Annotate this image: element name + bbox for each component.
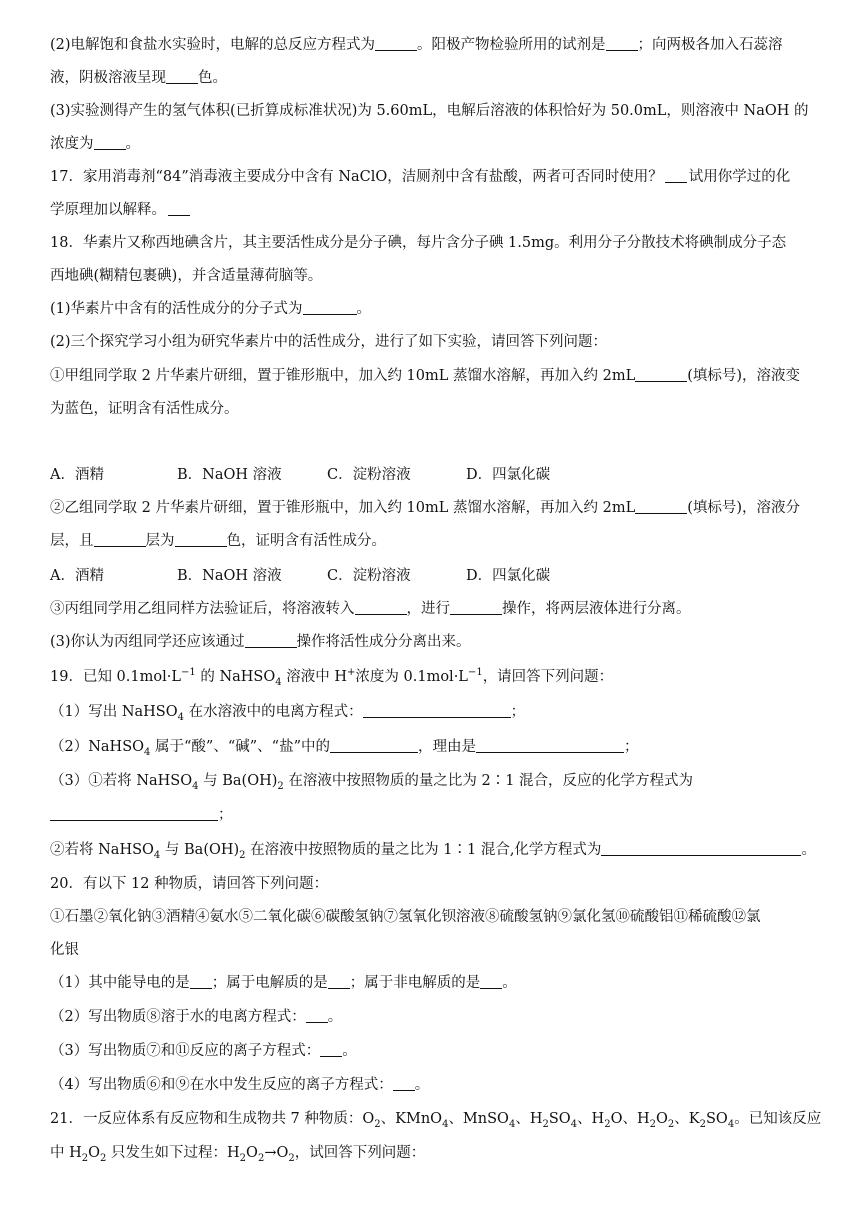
answer-blank[interactable] [94, 532, 146, 547]
option-b: B．NaOH 溶液 [177, 568, 282, 584]
q19-part2 [50, 737, 810, 757]
q18-intro-line2 [50, 266, 810, 286]
subscript: 4 [177, 711, 185, 723]
q16-part2-text: 。阳极产物检验所用的试剂是 [417, 37, 606, 53]
q20-text: 。 [502, 975, 517, 991]
q20-text: （3）写出物质⑦和⑪反应的离子方程式： [50, 1043, 321, 1059]
subscript: 4 [508, 1118, 516, 1130]
answer-blank[interactable] [306, 1008, 328, 1023]
q18-step1-text: ①甲组同学取 2 片华素片研细，置于锥形瓶中，加入约 10mL 蒸馏水溶解，再加入约 2mL [50, 368, 636, 384]
answer-blank[interactable] [166, 69, 198, 84]
q18-step2-text: 色，证明含有活性成分。 [226, 533, 386, 549]
subscript: 2 [239, 1152, 247, 1164]
subscript: 4 [442, 1118, 449, 1130]
q19-part3-line2 [50, 805, 810, 825]
q20-list-line1 [50, 907, 810, 927]
subscript: 2 [239, 849, 246, 861]
q16-part2-text: (2)电解饱和食盐水实验时，电解的总反应方程式为 [50, 37, 376, 53]
option-b: B．NaOH 溶液 [177, 467, 282, 483]
answer-blank[interactable] [330, 738, 418, 753]
option-a: A．酒精 [50, 568, 104, 584]
superscript: −1 [180, 667, 196, 679]
q19-text: 属于“酸”、“碱”、“盐”中的 [150, 739, 330, 755]
answer-blank[interactable] [393, 1076, 415, 1091]
q20-part4 [50, 1075, 810, 1095]
subscript: 4 [192, 780, 199, 792]
q19-text: （2）NaHSO [50, 739, 145, 755]
q21-text: 、KMnO [380, 1111, 443, 1127]
q18-part1-text: (1)华素片中含有的活性成分的分子式为 [50, 301, 303, 317]
answer-blank[interactable] [303, 300, 357, 315]
answer-blank[interactable] [168, 201, 190, 216]
subscript: 2 [542, 1118, 549, 1130]
q21-text: SO [706, 1111, 728, 1127]
q21-text: O [656, 1111, 668, 1127]
q19-text: 。 [801, 842, 816, 858]
q18-step3 [50, 599, 810, 619]
subscript: 2 [649, 1118, 657, 1130]
q21-text: O、H [610, 1111, 650, 1127]
q21-text: →O [264, 1145, 289, 1161]
answer-blank[interactable] [94, 135, 126, 150]
answer-blank[interactable] [450, 600, 502, 615]
q20-part2 [50, 1007, 810, 1027]
subscript: 2 [667, 1118, 675, 1130]
answer-blank[interactable] [245, 633, 297, 648]
q18-step2-text: 层，且 [50, 533, 94, 549]
q17-text: 17．家用消毒剂“84”消毒液主要成分中含有 NaClO，洁厕剂中含有盐酸，两者可否同时使用？ [50, 169, 663, 185]
q20-text: （2）写出物质⑧溶于水的电离方程式： [50, 1009, 306, 1025]
option-c: C．淀粉溶液 [327, 467, 411, 483]
q16-part2-text: 色。 [198, 70, 227, 86]
q18-part3-text: (3)你认为丙组同学还应该通过 [50, 634, 245, 650]
q19-text: ； [510, 704, 526, 720]
q17-line1 [50, 167, 810, 187]
q18-step3-text: 操作，将两层液体进行分离。 [502, 601, 691, 617]
subscript: 2 [604, 1118, 611, 1130]
answer-blank[interactable] [355, 600, 407, 615]
q21-text: ，试回答下列问题： [294, 1145, 426, 1161]
q18-part1-text: 。 [356, 301, 372, 317]
q18-step2-line2 [50, 531, 810, 551]
q21-text: 中 H [50, 1145, 82, 1161]
superscript: −1 [467, 667, 483, 679]
q20-part1 [50, 973, 810, 993]
option-d: D．四氯化碳 [466, 568, 551, 584]
option-d: D．四氯化碳 [466, 467, 551, 483]
q17-text: 学原理加以解释。 [50, 202, 166, 218]
q21-text: 、H [515, 1111, 543, 1127]
answer-blank[interactable] [328, 974, 350, 989]
answer-blank[interactable] [606, 36, 638, 51]
q21-line1 [50, 1109, 822, 1130]
answer-blank[interactable] [175, 532, 227, 547]
q20-text: 。 [414, 1077, 430, 1093]
q16-part2-text: 液，阴极溶液呈现 [50, 70, 166, 86]
q19-intro [50, 667, 810, 687]
q18-step1-text: (填标号)，溶液变 [687, 368, 801, 384]
q19-text: 与 Ba(OH) [160, 842, 240, 858]
q18-part3 [50, 632, 810, 652]
q19-part3-line1 [50, 771, 810, 791]
q17-text: 试用你学过的化 [688, 169, 791, 185]
q21-text: 、H [577, 1111, 605, 1127]
q20-text: （4）写出物质⑥和⑨在水中发生反应的离子方程式： [50, 1077, 393, 1093]
q18-intro-text: 18．华素片又称西地碘含片，其主要活性成分是分子碘，每片含分子碘 1.5mg。利用分子分散技术将碘制成分子态 [50, 235, 787, 251]
q18-step1-line2 [50, 399, 810, 419]
superscript: + [347, 667, 356, 679]
q20-text: 。 [342, 1043, 357, 1059]
answer-blank[interactable] [190, 974, 212, 989]
subscript: 4 [727, 1118, 735, 1130]
q21-text: 。已知该反应 [734, 1111, 822, 1127]
q21-text: O [88, 1145, 101, 1161]
q19-text: ，请回答下列问题： [482, 669, 614, 685]
q21-text: 21．一反应体系有反应物和生成物共 7 种物质：O [50, 1111, 375, 1127]
q16-part2-line2 [50, 68, 810, 88]
q19-text: 溶液中 H [281, 669, 348, 685]
answer-blank[interactable] [635, 499, 687, 514]
q19-part4 [50, 840, 816, 861]
q19-text: 与 Ba(OH) [198, 773, 278, 789]
q21-text: 只发生如下过程：H [106, 1145, 240, 1161]
q20-text: 20．有以下 12 种物质，请回答下列问题： [50, 876, 329, 892]
q19-text: 在溶液中按照物质的量之比为 1∶1 混合,化学方程式为 [245, 842, 602, 858]
q20-intro [50, 874, 810, 894]
q19-text: 19．已知 0.1mol·L [50, 669, 181, 685]
q19-text: （3）①若将 NaHSO [50, 773, 193, 789]
subscript: 4 [144, 746, 151, 758]
q19-text: ，理由是 [418, 739, 476, 755]
answer-blank[interactable] [480, 974, 502, 989]
q21-text: O [246, 1145, 258, 1161]
q20-text: 。 [327, 1009, 343, 1025]
q18-part2 [50, 332, 810, 352]
q19-text: ； [624, 739, 639, 755]
q21-text: 、K [674, 1111, 700, 1127]
q20-text: 化银 [50, 942, 79, 958]
q18-intro-text: 西地碘(糊精包裹碘)，并含适量薄荷脑等。 [50, 268, 323, 284]
subscript: 4 [275, 676, 282, 688]
q19-part1 [50, 702, 810, 722]
q20-text: ；属于电解质的是 [211, 975, 328, 991]
answer-blank[interactable] [665, 168, 687, 183]
q19-text: 在水溶液中的电离方程式： [184, 704, 363, 720]
q19-text: ②若将 NaHSO [50, 842, 154, 858]
q16-part3-text: 。 [125, 136, 140, 152]
q19-text: 在溶液中按照物质的量之比为 2∶1 混合，反应的化学方程式为 [283, 773, 694, 789]
option-c: C．淀粉溶液 [327, 568, 411, 584]
q16-part3-text: 浓度为 [50, 136, 94, 152]
subscript: 2 [81, 1152, 89, 1164]
q16-part3-text: (3)实验测得产生的氢气体积(已折算成标准状况)为 5.60mL，电解后溶液的体积恰好为 50.0mL，则溶液中 NaOH 的 [50, 103, 809, 119]
answer-blank[interactable] [476, 738, 624, 753]
subscript: 2 [374, 1118, 381, 1130]
q19-text: 的 NaHSO [195, 669, 276, 685]
q16-part3-line1 [50, 101, 810, 121]
q18-part3-text: 操作将活性成分分离出来。 [296, 634, 471, 650]
q19-text: （1）写出 NaHSO [50, 704, 178, 720]
q18-part1 [50, 299, 810, 319]
q19-text: 浓度为 0.1mol·L [355, 669, 468, 685]
q20-text: （1）其中能导电的是 [50, 975, 190, 991]
option-a: A．酒精 [50, 467, 104, 483]
q18-step1-line1 [50, 366, 810, 386]
subscript: 4 [570, 1118, 578, 1130]
q18-intro-line1 [50, 233, 810, 253]
answer-blank[interactable] [363, 703, 511, 718]
subscript: 2 [277, 780, 284, 792]
q17-line2 [50, 200, 810, 220]
q21-line2 [50, 1143, 810, 1163]
q18-step2-text: 层为 [145, 533, 175, 549]
q18-step2-line1 [50, 498, 810, 518]
q20-list-line2 [50, 940, 810, 960]
q18-step3-text: ③丙组同学用乙组同样方法验证后，将溶液转入 [50, 601, 355, 617]
q21-text: 、MnSO [448, 1111, 509, 1127]
q21-text: SO [548, 1111, 571, 1127]
subscript: 2 [288, 1152, 295, 1164]
q16-part3-line2 [50, 134, 810, 154]
q18-part2-text: (2)三个探究学习小组为研究华素片中的活性成分，进行了如下实验，请回答下列问题： [50, 334, 608, 350]
q18-step2-text: (填标号)，溶液分 [687, 500, 801, 516]
subscript: 2 [699, 1118, 706, 1130]
answer-blank[interactable] [375, 36, 417, 51]
answer-blank[interactable] [601, 841, 801, 856]
q18-step3-text: ，进行 [406, 601, 450, 617]
q18-step1-text: 为蓝色，证明含有活性成分。 [50, 401, 239, 417]
q20-text: ①石墨②氧化钠③酒精④氨水⑤二氧化碳⑥碳酸氢钠⑦氢氧化钡溶液⑧硫酸氢钠⑨氯化氢⑩硫酸铝⑪稀硫酸⑫氯 [50, 909, 761, 925]
q20-part3 [50, 1041, 810, 1061]
subscript: 2 [100, 1152, 107, 1164]
subscript: 2 [257, 1152, 265, 1164]
answer-blank[interactable] [635, 367, 687, 382]
subscript: 4 [153, 849, 161, 861]
answer-blank[interactable] [320, 1042, 342, 1057]
q20-text: ；属于非电解质的是 [349, 975, 481, 991]
answer-blank[interactable] [50, 806, 218, 821]
q18-step2-text: ②乙组同学取 2 片华素片研细，置于锥形瓶中，加入约 10mL 蒸馏水溶解，再加入约 2mL [50, 500, 636, 516]
q16-part2-text: ；向两极各加入石蕊溶 [637, 37, 783, 53]
q16-part2-line1 [50, 35, 810, 55]
q19-text: ； [218, 807, 233, 823]
